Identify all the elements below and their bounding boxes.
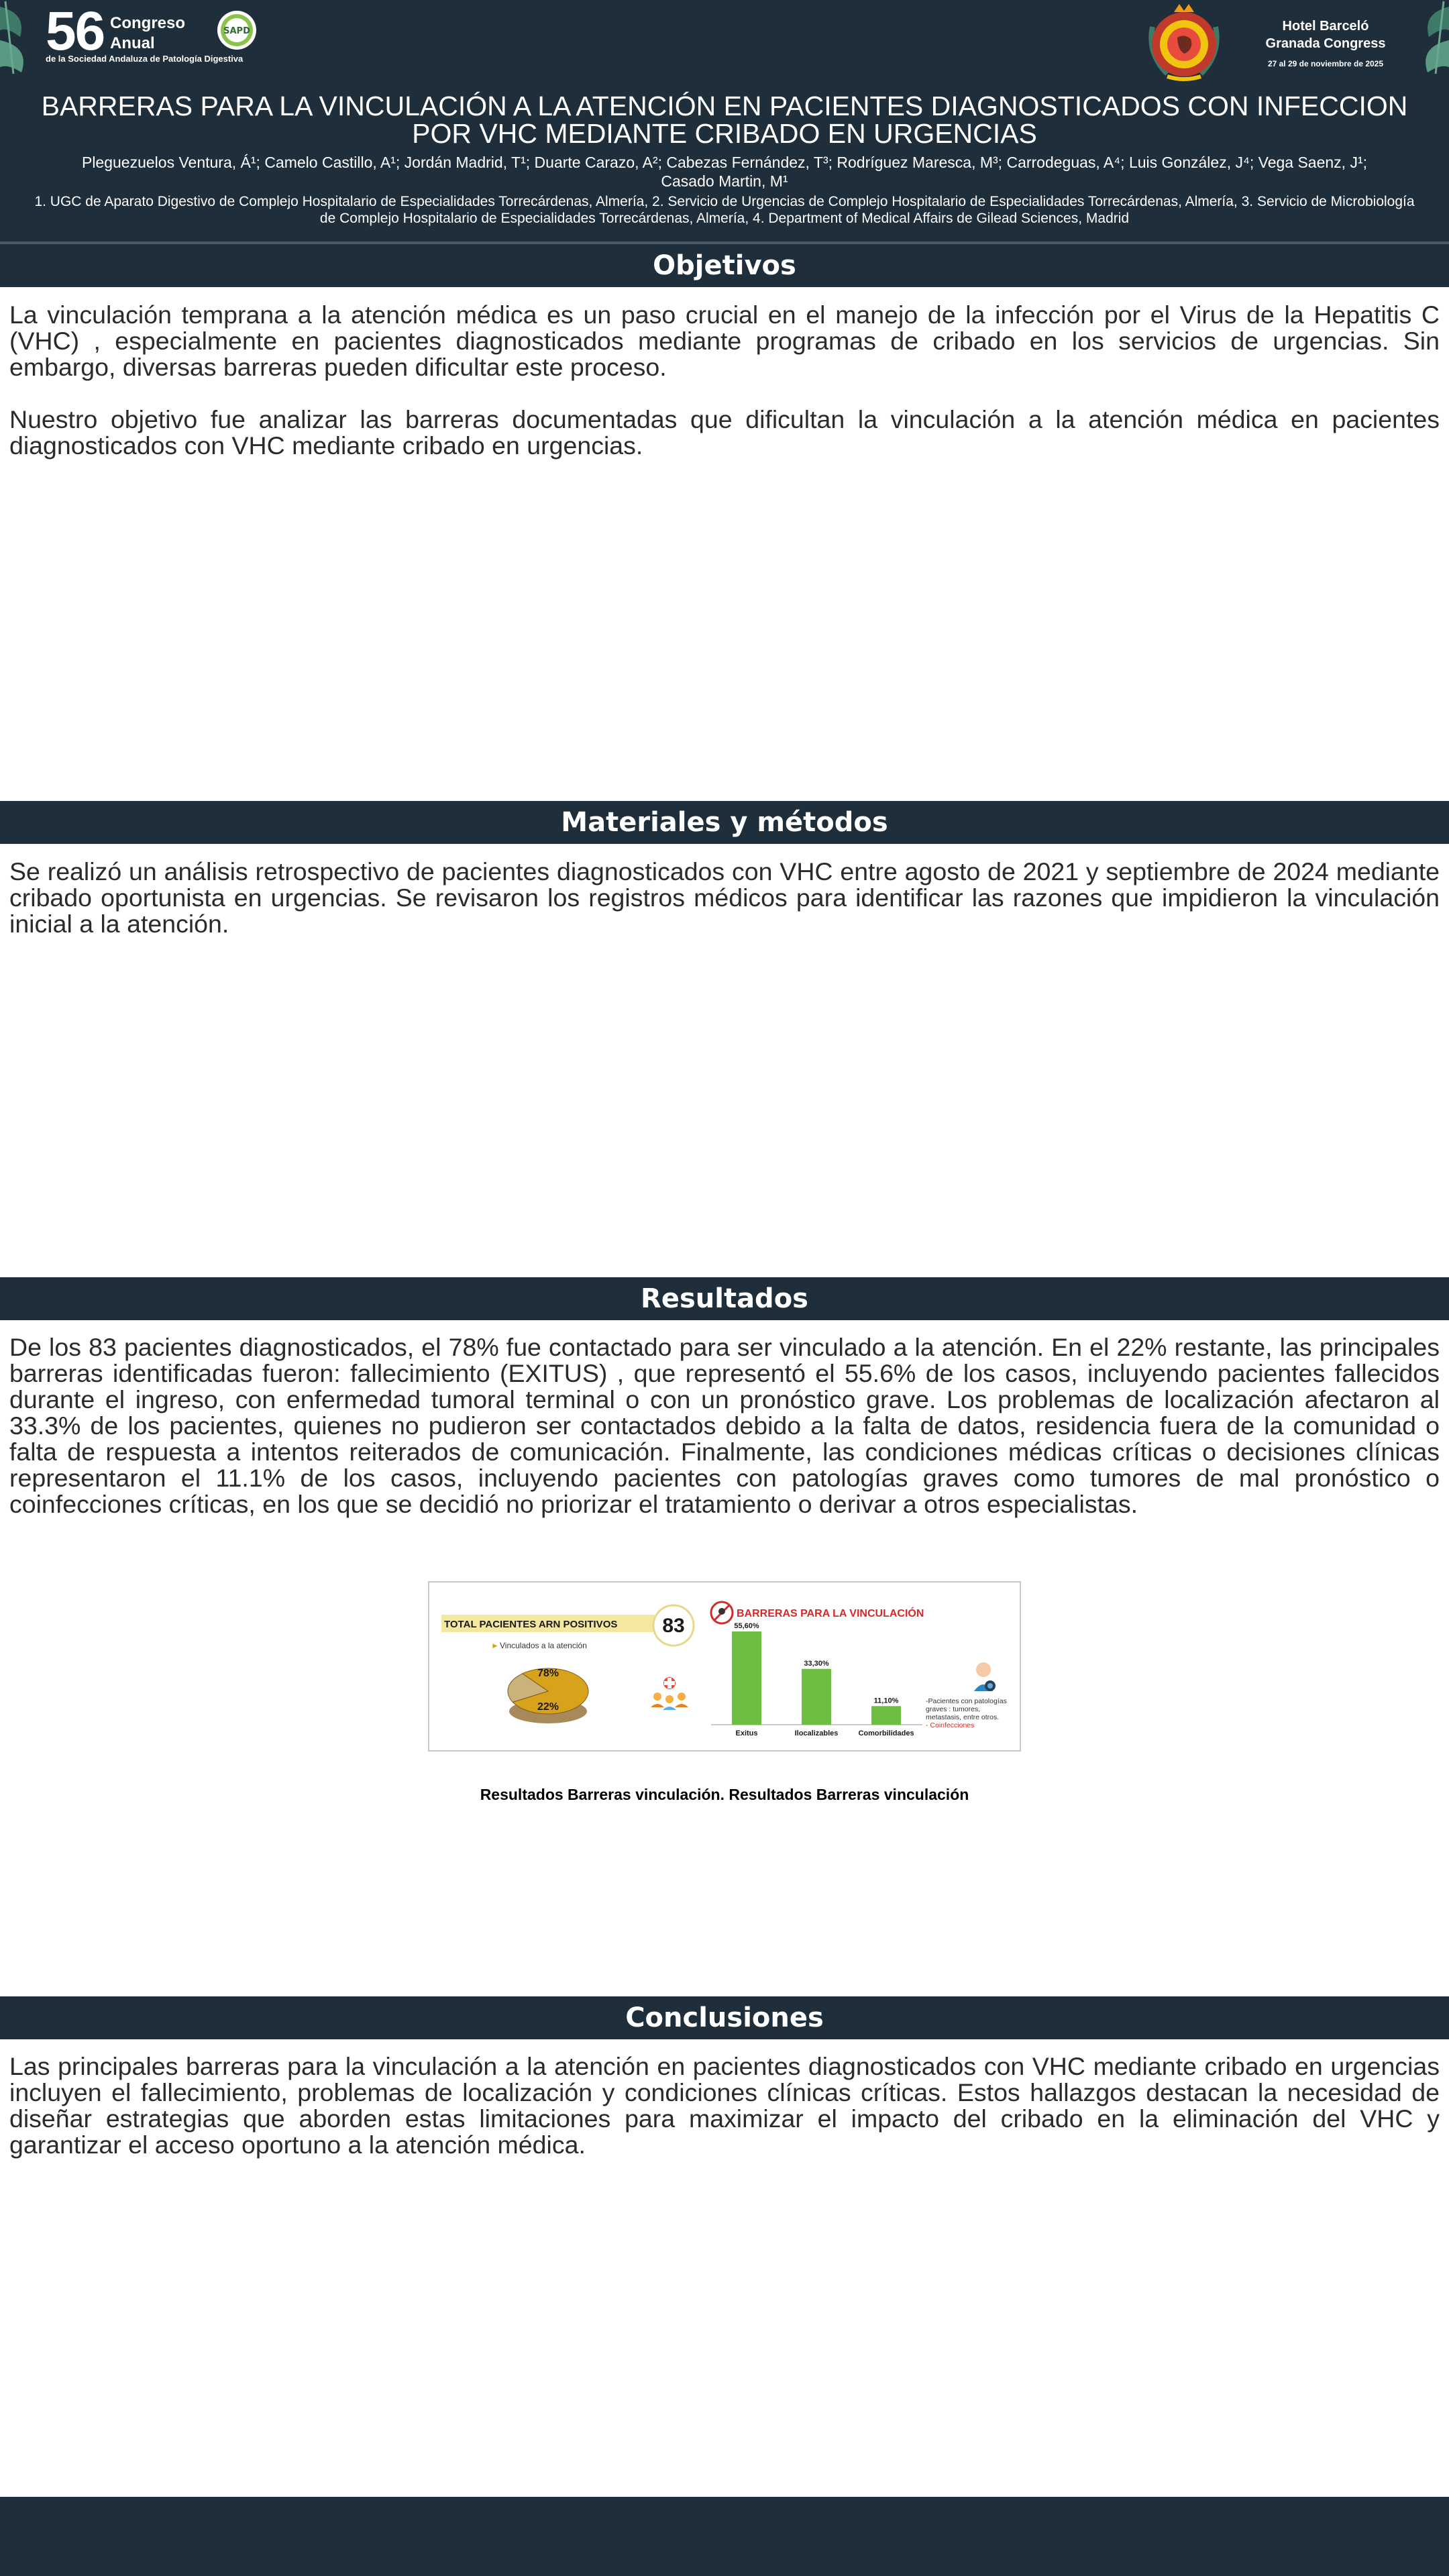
poster-title: BARRERAS PARA LA VINCULACIÓN A LA ATENCIÓN EN PACIENTES DIAGNOSTICADOS CON INFECCION POR VHC MEDIANTE CRIBADO EN URGENCIAS <box>41 91 1408 149</box>
resultados-paragraph-1: De los 83 pacientes diagnosticados, el 78% fue contactado para ser vinculado a la atención. En el 22% restante, las principales barreras identificadas fueron: fallecimiento (EXITUS) , que representó el 55.6% de los casos, incluyendo pacientes fallecidos durante el ingreso, con enfermedad tumoral terminal o con un pronóstico grave. Los problemas de localización afectaron al 33.3% de los pacientes, quienes no pudieron ser contactados debido a la falta de datos, residencia fuera de la comunidad o falta de respuesta a intentos reiterados de comunicación. Finalmente, las condiciones médicas críticas o decisiones clínicas representaron el 11.1% de los casos, incluyendo pacientes con patologías graves como tumores de mal pronóstico o coinfecciones críticas, en los que se decidió no priorizar el tratamiento o derivar a otros especialistas. <box>9 1333 1440 1518</box>
barrier-bar-chart <box>711 1622 922 1737</box>
section-heading-objetivos: Objetivos <box>0 244 1449 287</box>
congress-annual: Anual <box>110 34 155 52</box>
venue-line1: Hotel Barceló <box>1282 19 1369 34</box>
granada-emblem-icon <box>1140 0 1228 83</box>
total-value: 83 <box>662 1615 685 1637</box>
bar-comorbilidades <box>871 1706 901 1725</box>
congress-word: Congreso <box>110 14 186 32</box>
bar-exitus <box>732 1631 761 1725</box>
bar-category-label: Comorbilidades <box>858 1729 914 1737</box>
leaf-decoration-right-icon <box>1409 0 1449 80</box>
authors <box>27 153 1422 191</box>
results-figure-svg <box>429 1582 1020 1750</box>
pie-chart <box>508 1668 588 1723</box>
bar-value-label: 11,10% <box>873 1697 899 1705</box>
bar-value-label: 33,30% <box>804 1659 829 1668</box>
congress-number: 56 <box>46 1 105 62</box>
note-line-2: graves : tumores, <box>926 1705 981 1713</box>
bar-ilocalizables <box>802 1669 831 1725</box>
section-heading-resultados: Resultados <box>0 1277 1449 1320</box>
conclusiones-paragraph-1: Las principales barreras para la vinculación a la atención en pacientes diagnosticados con VHC mediante cribado en urgencias incluyen el fallecimiento, problemas de localización y condiciones clínicas críticas. Estos hallazgos destacan la necesidad de diseñar estrategias que aborden estas limitaciones para maximizar el impacto del cribado en la eliminación del VHC y garantizar el acceso oportuno a la atención médica. <box>9 2052 1440 2159</box>
pie-label-unlinked: 22% <box>537 1701 559 1713</box>
note-line-1: -Pacientes con patologías <box>926 1697 1007 1705</box>
total-label: TOTAL PACIENTES ARN POSITIVOS <box>444 1619 618 1630</box>
congress-name <box>110 13 185 54</box>
society-name: de la Sociedad Andaluza de Patología Digestiva <box>46 54 244 64</box>
objetivos-paragraph-2: Nuestro objetivo fue analizar las barreras documentadas que dificultan la vinculación a la atención médica en pacientes diagnosticados con VHC mediante cribado en urgencias. <box>9 405 1440 460</box>
legend-bullet-icon: ► <box>491 1641 499 1650</box>
note-line-4: - Coinfecciones <box>926 1721 975 1729</box>
no-entry-icon <box>711 1602 733 1623</box>
sapd-logo-text: SAPD <box>223 26 250 36</box>
people-group-icon <box>651 1677 688 1710</box>
doctor-icon <box>974 1662 996 1691</box>
poster-footer <box>0 2497 1449 2576</box>
affiliations: 1. UGC de Aparato Digestivo de Complejo Hospitalario de Especialidades Torrecárdenas, Almería, 2. Servicio de Urgencias de Complejo Hospitalario de Especialidades Torrecárdenas, Almería, 3. Servicio de Microbiología de Complejo Hospitalario de Especialidades Torrecárdenas, Almería, 4. Department of Medical Affairs de Gilead Sciences, Madrid <box>34 194 1415 226</box>
pie-label-linked: 78% <box>537 1668 559 1679</box>
objetivos-paragraph-1: La vinculación temprana a la atención médica es un paso crucial en el manejo de la infección por el Virus de la Hepatitis C (VHC) , especialmente en pacientes diagnosticados mediante programas de cribado en los servicios de urgencias. Sin embargo, diversas barreras pueden dificultar este proceso. <box>9 301 1440 381</box>
section-heading-materiales: Materiales y métodos <box>0 801 1449 844</box>
sapd-logo <box>216 9 258 51</box>
note-line-3: metastasis, entre otros. <box>926 1713 1000 1721</box>
authors-line1: Pleguezuelos Ventura, Á¹; Camelo Castillo, A¹; Jordán Madrid, T¹; Duarte Carazo, A²; Cabezas Fernández, T³; Rodríguez Maresca, M³; Carrodeguas, A⁴; Luis González, J⁴; Vega Saenz, J¹; <box>81 154 1368 171</box>
barriers-title: BARRERAS PARA LA VINCULACIÓN <box>737 1608 924 1619</box>
venue-block <box>1245 17 1406 68</box>
authors-line2: Casado Martin, M¹ <box>661 172 788 190</box>
leaf-decoration-left-icon <box>0 0 40 80</box>
bar-value-label: 55,60% <box>734 1622 759 1630</box>
venue-line2: Granada Congress <box>1265 36 1386 51</box>
section-heading-conclusiones: Conclusiones <box>0 1996 1449 2039</box>
results-figure <box>428 1581 1021 1752</box>
venue-dates: 27 al 29 de noviembre de 2025 <box>1267 59 1384 68</box>
bar-category-label: Ilocalizables <box>794 1729 839 1737</box>
legend-label: Vinculados a la atención <box>500 1641 587 1650</box>
figure-caption: Resultados Barreras vinculación. Resultados Barreras vinculación <box>480 1786 969 1803</box>
materiales-paragraph-1: Se realizó un análisis retrospectivo de pacientes diagnosticados con VHC entre agosto de 2021 y septiembre de 2024 mediante cribado oportunista en urgencias. Se revisaron los registros médicos para identificar las razones que impidieron la vinculación inicial a la atención. <box>9 857 1440 938</box>
bar-category-label: Exitus <box>735 1729 758 1737</box>
poster-header <box>0 0 1449 241</box>
